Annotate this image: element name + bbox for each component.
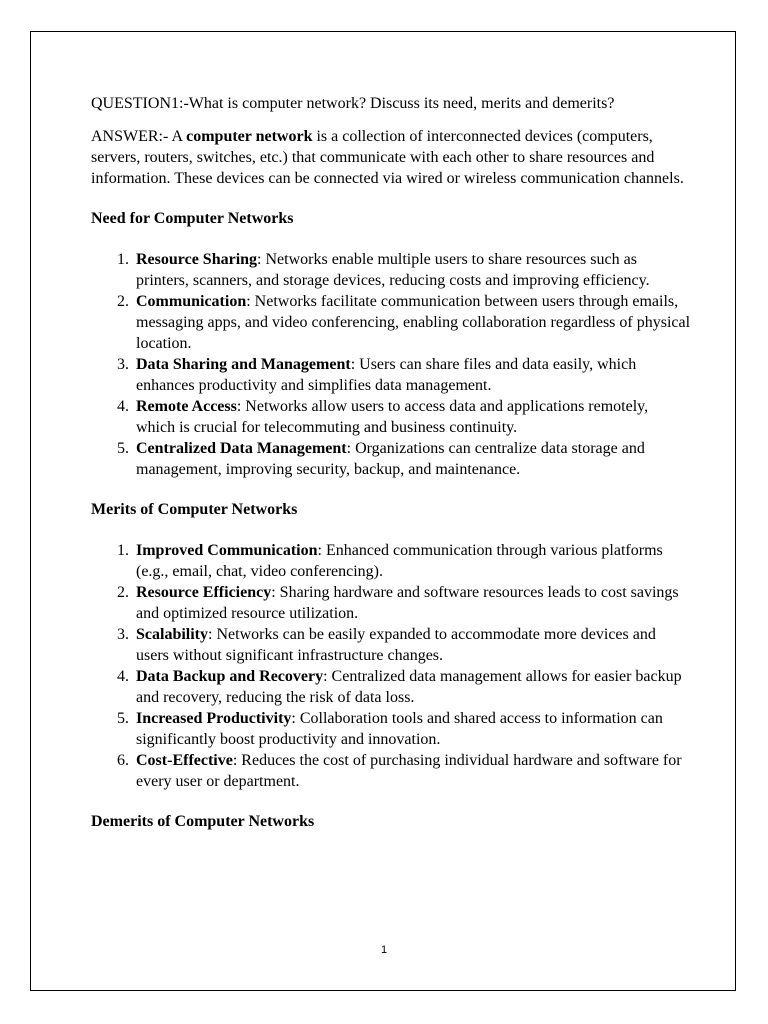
list-number: 5.	[117, 440, 129, 457]
list-number: 2.	[117, 584, 129, 601]
list-term: Scalability	[136, 626, 209, 643]
list-number: 1.	[117, 542, 129, 559]
list-item	[91, 708, 691, 750]
list-number: 1.	[117, 251, 129, 268]
merits-list	[91, 540, 691, 792]
list-item	[91, 666, 691, 708]
question-text: QUESTION1:-What is computer network? Discuss its need, merits and demerits?	[91, 95, 615, 112]
list-number: 4.	[117, 668, 129, 685]
list-text: : Networks enable multiple users to share resources such as printers, scanners, and storage devices, reducing costs and improving efficiency.	[136, 251, 650, 289]
list-text: : Collaboration tools and shared access to information can significantly boost productivity and innovation.	[136, 710, 663, 748]
list-item	[91, 582, 691, 624]
list-term: Resource Efficiency	[136, 584, 272, 601]
list-number: 4.	[117, 398, 129, 415]
list-term: Improved Communication	[136, 542, 318, 559]
list-item	[91, 438, 691, 480]
list-text: : Reduces the cost of purchasing individual hardware and software for every user or department.	[136, 752, 682, 790]
need-list	[91, 249, 691, 480]
list-term: Resource Sharing	[136, 251, 258, 268]
list-term: Communication	[136, 293, 247, 310]
page-number: 1	[380, 944, 388, 956]
list-term: Data Backup and Recovery	[136, 668, 324, 685]
list-term: Remote Access	[136, 398, 237, 415]
list-term: Increased Productivity	[136, 710, 292, 727]
list-number: 5.	[117, 710, 129, 727]
answer-text: is a collection of interconnected devices (computers, servers, routers, switches, etc.) that communicate with each other to share resources and information. These devices can be connected via wired or wireless communication channels.	[91, 128, 684, 187]
list-text: : Networks can be easily expanded to accommodate more devices and users without significant infrastructure changes.	[136, 626, 656, 664]
list-text: : Centralized data management allows for easier backup and recovery, reducing the risk of data loss.	[136, 668, 682, 706]
list-item	[91, 624, 691, 666]
list-item	[91, 354, 691, 396]
list-term: Data Sharing and Management	[136, 356, 351, 373]
list-term: Cost-Effective	[136, 752, 233, 769]
list-text: : Enhanced communication through various platforms (e.g., email, chat, video conferencing).	[136, 542, 663, 580]
document-body	[91, 93, 691, 852]
answer-prefix: ANSWER:- A	[91, 128, 187, 145]
answer-term: computer network	[186, 128, 313, 145]
list-item	[91, 750, 691, 792]
need-heading: Need for Computer Networks	[91, 210, 294, 227]
demerits-heading: Demerits of Computer Networks	[91, 813, 315, 830]
list-text: : Sharing hardware and software resources leads to cost savings and optimized resource utilization.	[136, 584, 679, 622]
list-item	[91, 396, 691, 438]
list-number: 3.	[117, 626, 129, 643]
list-item	[91, 249, 691, 291]
merits-heading: Merits of Computer Networks	[91, 501, 298, 518]
list-text: : Organizations can centralize data storage and management, improving security, backup, and maintenance.	[136, 440, 645, 478]
list-item	[91, 540, 691, 582]
list-item	[91, 291, 691, 354]
list-text: : Users can share files and data easily, which enhances productivity and simplifies data management.	[136, 356, 637, 394]
list-term: Centralized Data Management	[136, 440, 347, 457]
list-number: 6.	[117, 752, 129, 769]
list-text: : Networks allow users to access data and applications remotely, which is crucial for telecommuting and business continuity.	[136, 398, 649, 436]
list-text: : Networks facilitate communication between users through emails, messaging apps, and video conferencing, enabling collaboration regardless of physical location.	[136, 293, 691, 352]
list-number: 3.	[117, 356, 129, 373]
answer-paragraph	[91, 126, 691, 189]
list-number: 2.	[117, 293, 129, 310]
